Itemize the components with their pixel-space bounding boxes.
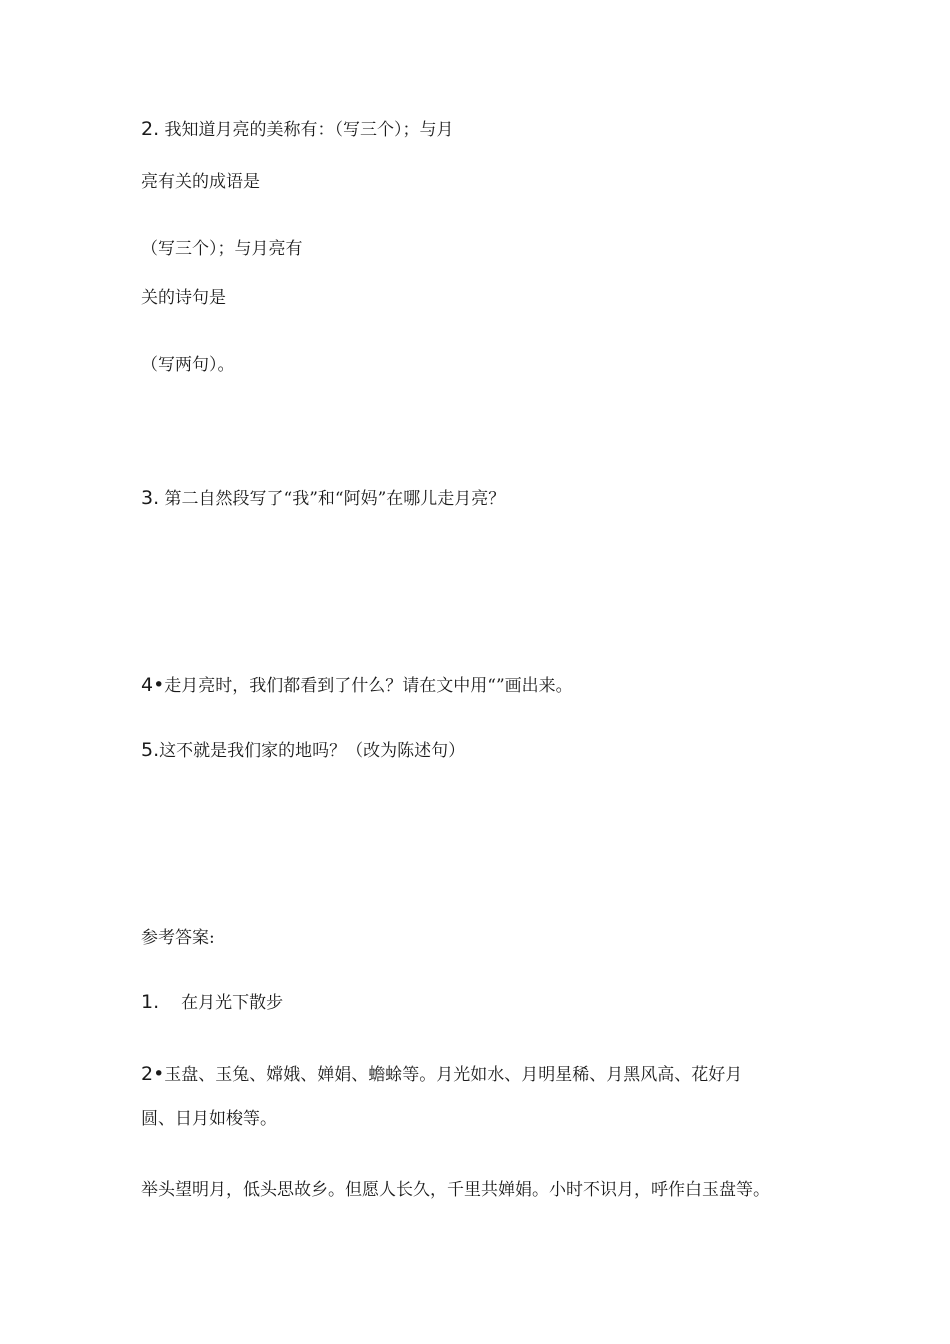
question-2-line-3: （写三个）；与月亮有 (141, 239, 303, 259)
answers-heading: 参考答案: (141, 928, 215, 948)
answer-1-text: 在月光下散步 (181, 993, 284, 1013)
question-4-number: 4• (141, 674, 165, 696)
answer-2-line-3: 举头望明月，低头思故乡。但愿人长久，千里共婵娟。小时不识月，呼作白玉盘等。 (141, 1180, 770, 1200)
answer-2-line-1 (141, 1062, 742, 1087)
question-2-text-1: 我知道月亮的美称有：（写三个）；与月 (159, 120, 454, 140)
question-2-line-5: （写两句）。 (141, 355, 235, 375)
question-3-number: 3. (141, 487, 160, 509)
question-2-line-4: 关的诗句是 (141, 288, 226, 308)
question-5-text: 这不就是我们家的地吗？（改为陈述句） (159, 741, 466, 761)
question-2-line-1 (141, 117, 454, 142)
question-2-number: 2. (141, 118, 160, 140)
question-5 (141, 738, 465, 763)
question-4-text: 走月亮时，我们都看到了什么？请在文中用“”画出来。 (164, 676, 573, 696)
question-5-number: 5. (141, 739, 160, 761)
answer-2-text-1: 玉盘、玉兔、嫦娥、婵娟、蟾蜍等。月光如水、月明星稀、月黑风高、花好月 (164, 1065, 743, 1085)
question-3-text: 第二自然段写了“我”和“阿妈”在哪儿走月亮？ (159, 489, 506, 509)
answer-1-number: 1. (141, 991, 160, 1013)
question-4 (141, 673, 573, 698)
question-2-line-2: 亮有关的成语是 (141, 172, 260, 192)
answer-2-number: 2• (141, 1063, 165, 1085)
question-3 (141, 486, 505, 511)
answer-2-line-2: 圆、日月如梭等。 (141, 1109, 277, 1129)
answer-1 (141, 990, 283, 1015)
